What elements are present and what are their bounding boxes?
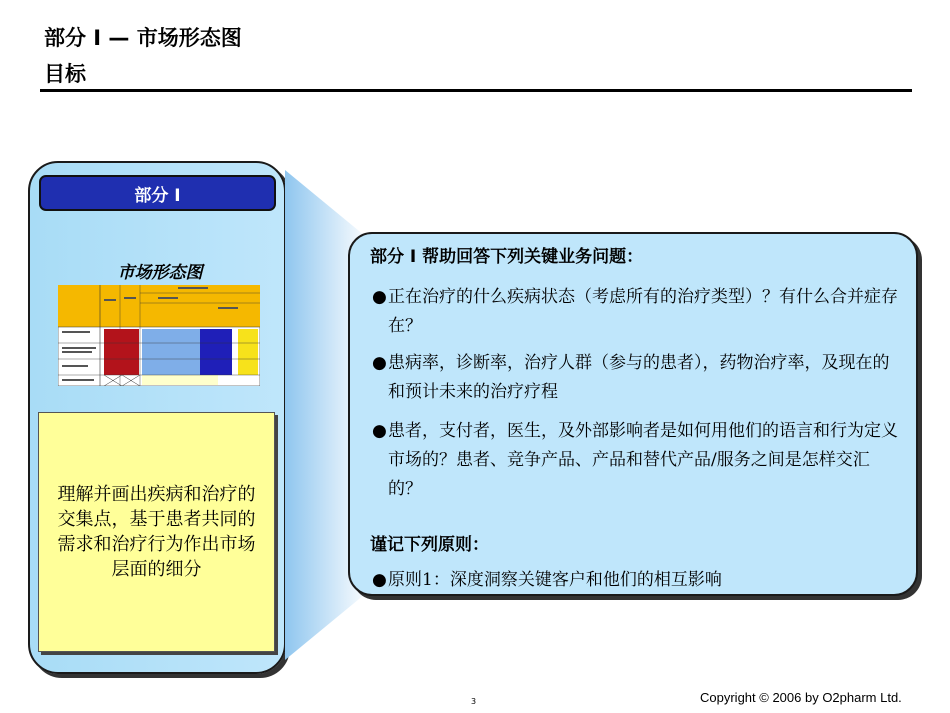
title-divider — [40, 89, 912, 92]
thumbnail-title: 市场形态图 — [117, 263, 203, 283]
list-item-text: 正在治疗的什么疾病状态（考虑所有的治疗类型）？有什么合并症存在？ — [388, 287, 898, 336]
list-item — [372, 349, 902, 407]
bullet-icon: ● — [372, 353, 387, 373]
list-item — [372, 566, 902, 595]
principles-heading: 谨记下列原则： — [370, 535, 489, 555]
part-banner: 部分 I — [39, 175, 276, 211]
copyright-text: Copyright © 2006 by O2pharm Ltd. — [700, 690, 902, 705]
objective-note: 理解并画出疾病和治疗的交集点，基于患者共同的需求和治疗行为作出市场层面的细分 — [38, 412, 275, 652]
page-number: 3 — [471, 697, 477, 706]
questions-heading: 部分 I 帮助回答下列关键业务问题： — [370, 247, 644, 267]
list-item-text: 患病率，诊断率，治疗人群（参与的患者），药物治疗率，及现在的和预计未来的治疗疗程 — [388, 353, 890, 402]
list-item-text: 患者，支付者，医生，及外部影响者是如何用他们的语言和行为定义市场的？患者、竞争产品、产品和替代产品/服务之间是怎样交汇的？ — [388, 421, 898, 499]
list-item-text: 原则1：深度洞察关键客户和他们的相互影响 — [388, 570, 722, 590]
slide-title: 部分 I — 市场形态图 — [44, 26, 242, 50]
list-item — [372, 417, 902, 504]
list-item — [372, 283, 902, 341]
market-map-thumbnail — [58, 285, 260, 386]
bullet-icon: ● — [372, 570, 387, 590]
bullet-icon: ● — [372, 421, 387, 441]
bullet-icon: ● — [372, 287, 387, 307]
slide-subtitle: 目标 — [44, 62, 86, 86]
